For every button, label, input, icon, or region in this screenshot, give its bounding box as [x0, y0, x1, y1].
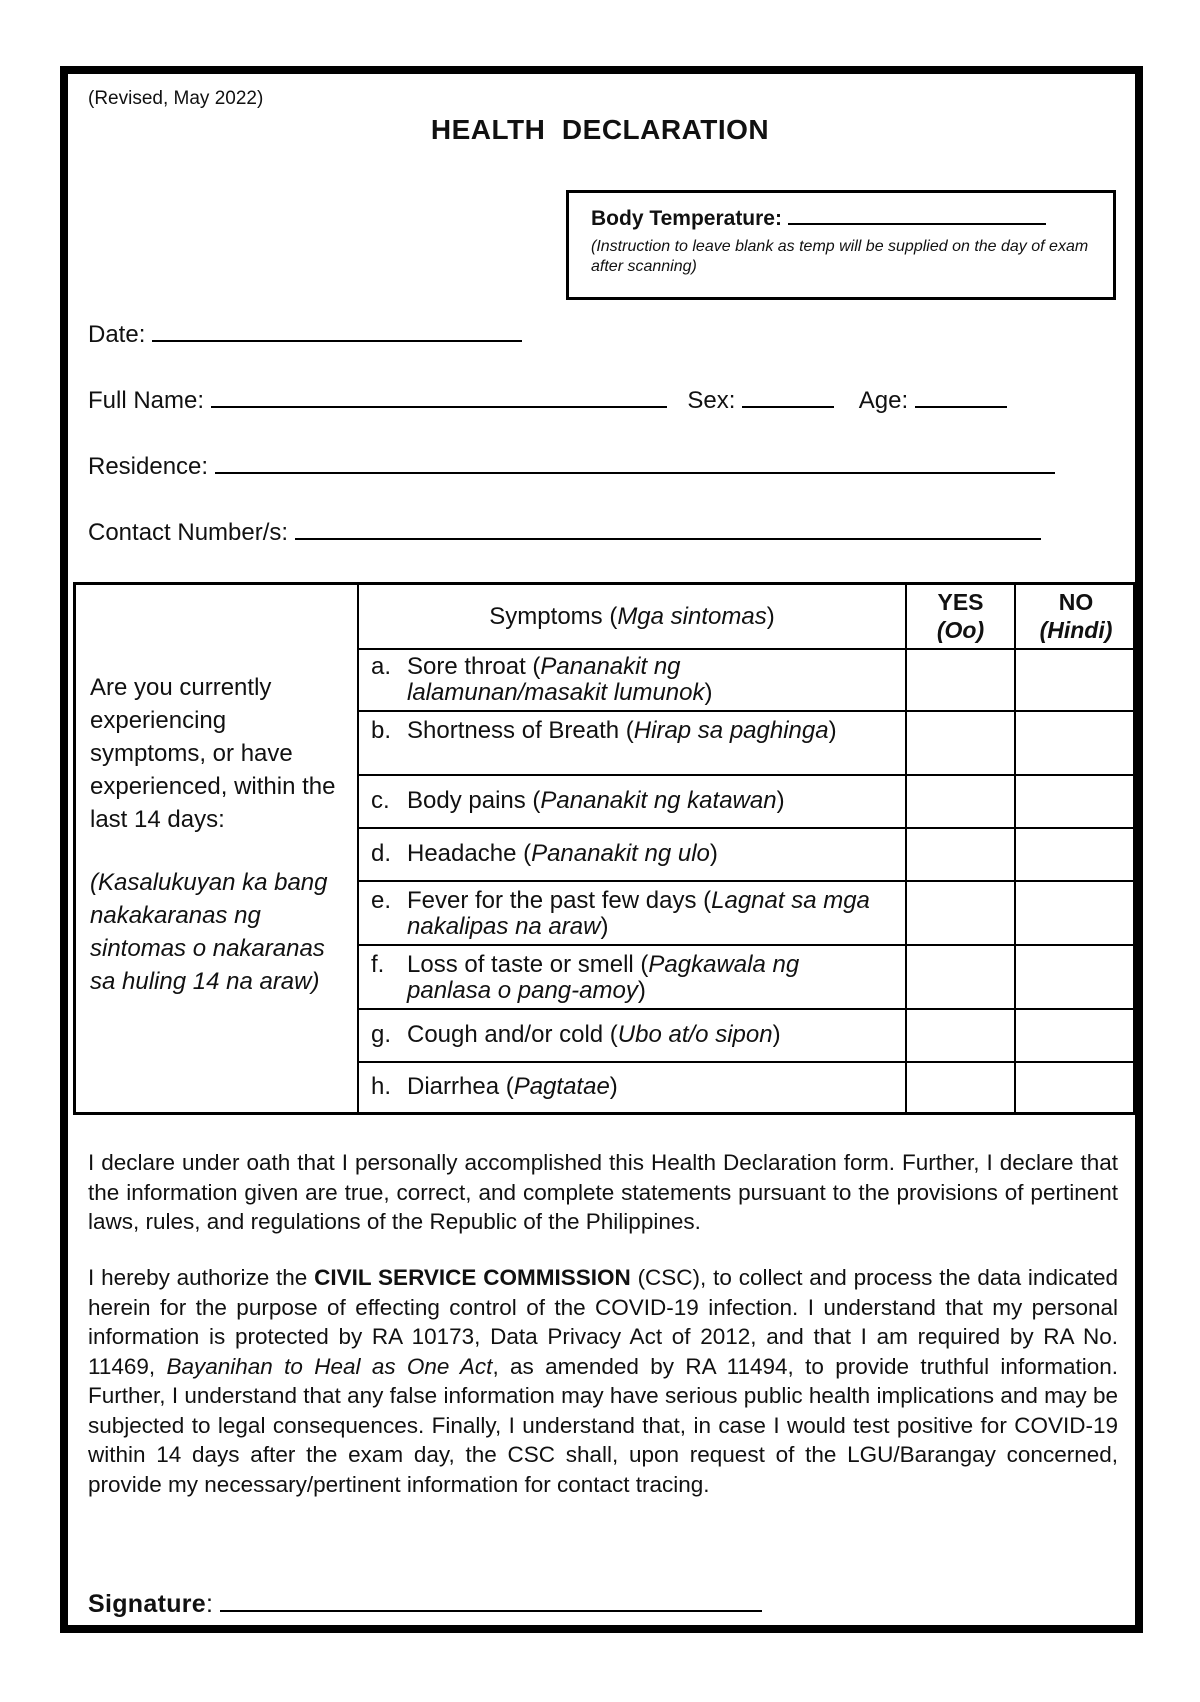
no-checkbox-cell[interactable]	[1016, 1063, 1136, 1112]
revision-note: (Revised, May 2022)	[88, 88, 264, 109]
signature-field[interactable]	[220, 1590, 762, 1612]
yes-checkbox-cell[interactable]	[907, 648, 1016, 710]
body-temperature-label: Body Temperature:	[591, 207, 782, 230]
age-label: Age:	[858, 387, 909, 414]
form-title: HEALTH DECLARATION	[430, 114, 770, 145]
question-tagalog: (Kasalukuyan ka bang nakakaranas ng sintomas o nakaranas sa huling 14 na araw)	[90, 869, 328, 995]
table-row	[359, 776, 1136, 829]
yes-checkbox-cell[interactable]	[907, 882, 1016, 944]
age-field[interactable]	[915, 386, 1007, 408]
full-name-label: Full Name:	[88, 387, 205, 414]
symptom-cell: h. Diarrhea (Pagtatae)	[359, 1063, 907, 1112]
no-checkbox-cell[interactable]	[1016, 776, 1136, 827]
contact-row	[88, 518, 1041, 547]
no-column-header: NO (Hindi)	[1039, 589, 1113, 643]
oath-paragraph: I declare under oath that I personally accomplished this Health Declaration form. Further, I declare that the information given are true, correct, and complete statements pursuant to the provisions of pertinent laws, rules, and regulations of the Republic of the Philippines.	[88, 1150, 1118, 1234]
yes-column-header: YES (Oo)	[907, 585, 1016, 648]
signature-label: Signature	[88, 1590, 206, 1618]
yes-checkbox-cell[interactable]	[907, 946, 1016, 1008]
no-checkbox-cell[interactable]	[1016, 1010, 1136, 1061]
contact-field[interactable]	[295, 518, 1041, 540]
residence-field[interactable]	[215, 452, 1055, 474]
yes-checkbox-cell[interactable]	[907, 829, 1016, 880]
symptoms-table	[73, 582, 1136, 1115]
date-row	[88, 320, 522, 349]
yes-checkbox-cell[interactable]	[907, 1010, 1016, 1061]
no-checkbox-cell[interactable]	[1016, 882, 1136, 944]
table-row	[359, 1010, 1136, 1063]
symptom-cell: g. Cough and/or cold (Ubo at/o sipon)	[359, 1010, 907, 1061]
no-checkbox-cell[interactable]	[1016, 648, 1136, 710]
table-row	[359, 648, 1136, 712]
symptom-cell: f. Loss of taste or smell (Pagkawala ng panlasa o pang-amoy)	[359, 946, 907, 1008]
symptom-cell: b. Shortness of Breath (Hirap sa paghinga)	[359, 712, 907, 774]
table-row	[359, 1063, 1136, 1112]
sex-label: Sex:	[687, 387, 736, 414]
question-english: Are you currently experiencing symptoms, or have experienced, within the last 14 days:	[90, 674, 336, 833]
symptom-cell: c. Body pains (Pananakit ng katawan)	[359, 776, 907, 827]
authorization-paragraph: I hereby authorize the CIVIL SERVICE COMMISSION (CSC), to collect and process the data indicated herein for the purpose of effecting control of the COVID-19 infection. I understand that my personal information is protected by RA 10173, Data Privacy Act of 2012, and that I am required by RA No. 11469, Bayanihan to Heal as One Act, as amended by RA 11494, to provide truthful information. Further, I understand that any false information may have serious public health implications and may be subjected to legal consequences. Finally, I understand that, in case I would test positive for COVID-19 within 14 days after the exam day, the CSC shall, upon request of the LGU/Barangay concerned, provide my necessary/pertinent information for contact tracing.	[88, 1265, 1118, 1497]
sex-field[interactable]	[742, 386, 834, 408]
date-field[interactable]	[152, 320, 522, 342]
body-temperature-field	[788, 205, 1046, 225]
yes-checkbox-cell[interactable]	[907, 712, 1016, 774]
full-name-field[interactable]	[211, 386, 667, 408]
date-label: Date:	[88, 321, 146, 348]
full-name-row	[88, 386, 1007, 415]
symptoms-column-header: Symptoms (Mga sintomas)	[359, 585, 907, 648]
symptom-cell: d. Headache (Pananakit ng ulo)	[359, 829, 907, 880]
no-checkbox-cell[interactable]	[1016, 712, 1136, 774]
signature-row: Signature:	[88, 1590, 762, 1619]
symptoms-question	[76, 585, 359, 1112]
table-row	[359, 882, 1136, 946]
table-header	[359, 585, 1136, 650]
contact-label: Contact Number/s:	[88, 519, 289, 546]
symptom-cell: a. Sore throat (Pananakit ng lalamunan/masakit lumunok)	[359, 648, 907, 710]
table-row	[359, 829, 1136, 882]
residence-row	[88, 452, 1055, 481]
residence-label: Residence:	[88, 453, 209, 480]
table-row	[359, 712, 1136, 776]
no-checkbox-cell[interactable]	[1016, 829, 1136, 880]
body-temperature-instruction: (Instruction to leave blank as temp will be supplied on the day of exam after scanning)	[591, 238, 1089, 275]
body-temperature-box	[566, 190, 1116, 300]
table-row	[359, 946, 1136, 1010]
symptom-cell: e. Fever for the past few days (Lagnat sa mga nakalipas na araw)	[359, 882, 907, 944]
yes-checkbox-cell[interactable]	[907, 776, 1016, 827]
yes-checkbox-cell[interactable]	[907, 1063, 1016, 1112]
no-checkbox-cell[interactable]	[1016, 946, 1136, 1008]
